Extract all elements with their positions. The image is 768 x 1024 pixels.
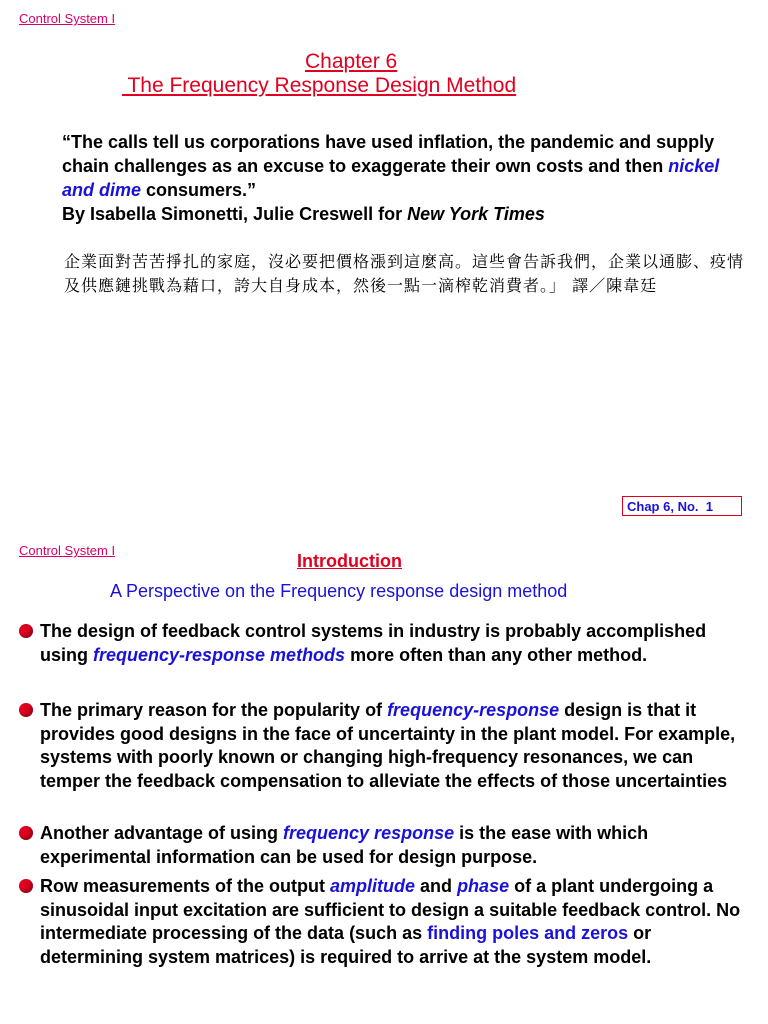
quote-source: New York Times: [407, 204, 545, 224]
chapter-label: Chapter 6: [305, 50, 398, 73]
bullet-text: more often than any other method.: [345, 644, 648, 665]
slide1-header: Control System I: [19, 11, 116, 26]
bullet-highlight: finding poles and zeros: [427, 923, 629, 944]
bullet-text: or determining system matrices) is required to arrive at the system model.: [40, 923, 652, 967]
intro-title: Introduction: [297, 551, 402, 571]
bullet-highlight: phase: [457, 876, 510, 896]
bullet-icon: [19, 879, 33, 893]
bullet-text: design is that it provides good designs in the face of uncertainty in the plant model. For example, systems with poorly known or changing high-frequency resonances, we can temper the feedback compensation to alleviate the effects of those uncertainties: [40, 700, 736, 791]
bullet-text: of a plant undergoing a sinusoidal input excitation are sufficient to design a suitable feedback control. No intermediate processing of the data (such as: [40, 876, 741, 944]
quote-text-2: consumers.”: [141, 180, 257, 200]
bullet-highlight: amplitude: [330, 876, 416, 896]
quote-block: [62, 130, 752, 226]
slide2-header: Control System I: [19, 543, 116, 558]
bullet-item-3: [40, 822, 755, 869]
bullet-highlight: frequency-response: [387, 700, 560, 720]
intro-subtitle: A Perspective on the Frequency response design method: [110, 581, 568, 601]
bullet-text: Another advantage of using: [40, 823, 284, 843]
bullet-highlight: frequency response: [283, 823, 455, 843]
quote-text-1: “The calls tell us corporations have used inflation, the pandemic and supply chain challenges as an excuse to exaggerate their own costs and then: [62, 132, 715, 176]
bullet-text: is the ease with which experimental information can be used for design purpose.: [40, 823, 649, 867]
quote-byline: By Isabella Simonetti, Julie Creswell for: [62, 204, 408, 224]
bullet-text: and: [415, 876, 458, 896]
bullet-item-1: [40, 620, 755, 667]
page-number-badge: [622, 496, 742, 516]
chinese-translation: 企業面對苦苦掙扎的家庭，沒必要把價格漲到這麼高。這些會告訴我們，企業以通膨、疫情及供應鏈挑戰為藉口，誇大自身成本，然後一點一滴榨乾消費者。」 譯／陳韋廷: [64, 252, 745, 295]
badge-number: 1: [705, 499, 713, 514]
bullet-icon: [19, 826, 33, 840]
badge-label: Chap 6, No.: [627, 499, 699, 514]
bullet-highlight: frequency-response methods: [93, 644, 346, 665]
bullet-icon: [19, 703, 33, 717]
chapter-title: The Frequency Response Design Method: [122, 74, 517, 97]
bullet-text: Row measurements of the output: [40, 876, 331, 896]
bullet-item-4: [40, 875, 755, 969]
bullet-text: The primary reason for the popularity of: [40, 700, 388, 720]
quote-highlight: nickel and dime: [62, 156, 720, 200]
bullet-item-2: [40, 699, 755, 793]
bullet-text: The design of feedback control systems in industry is probably accomplished using: [40, 621, 707, 665]
bullet-icon: [19, 624, 33, 638]
